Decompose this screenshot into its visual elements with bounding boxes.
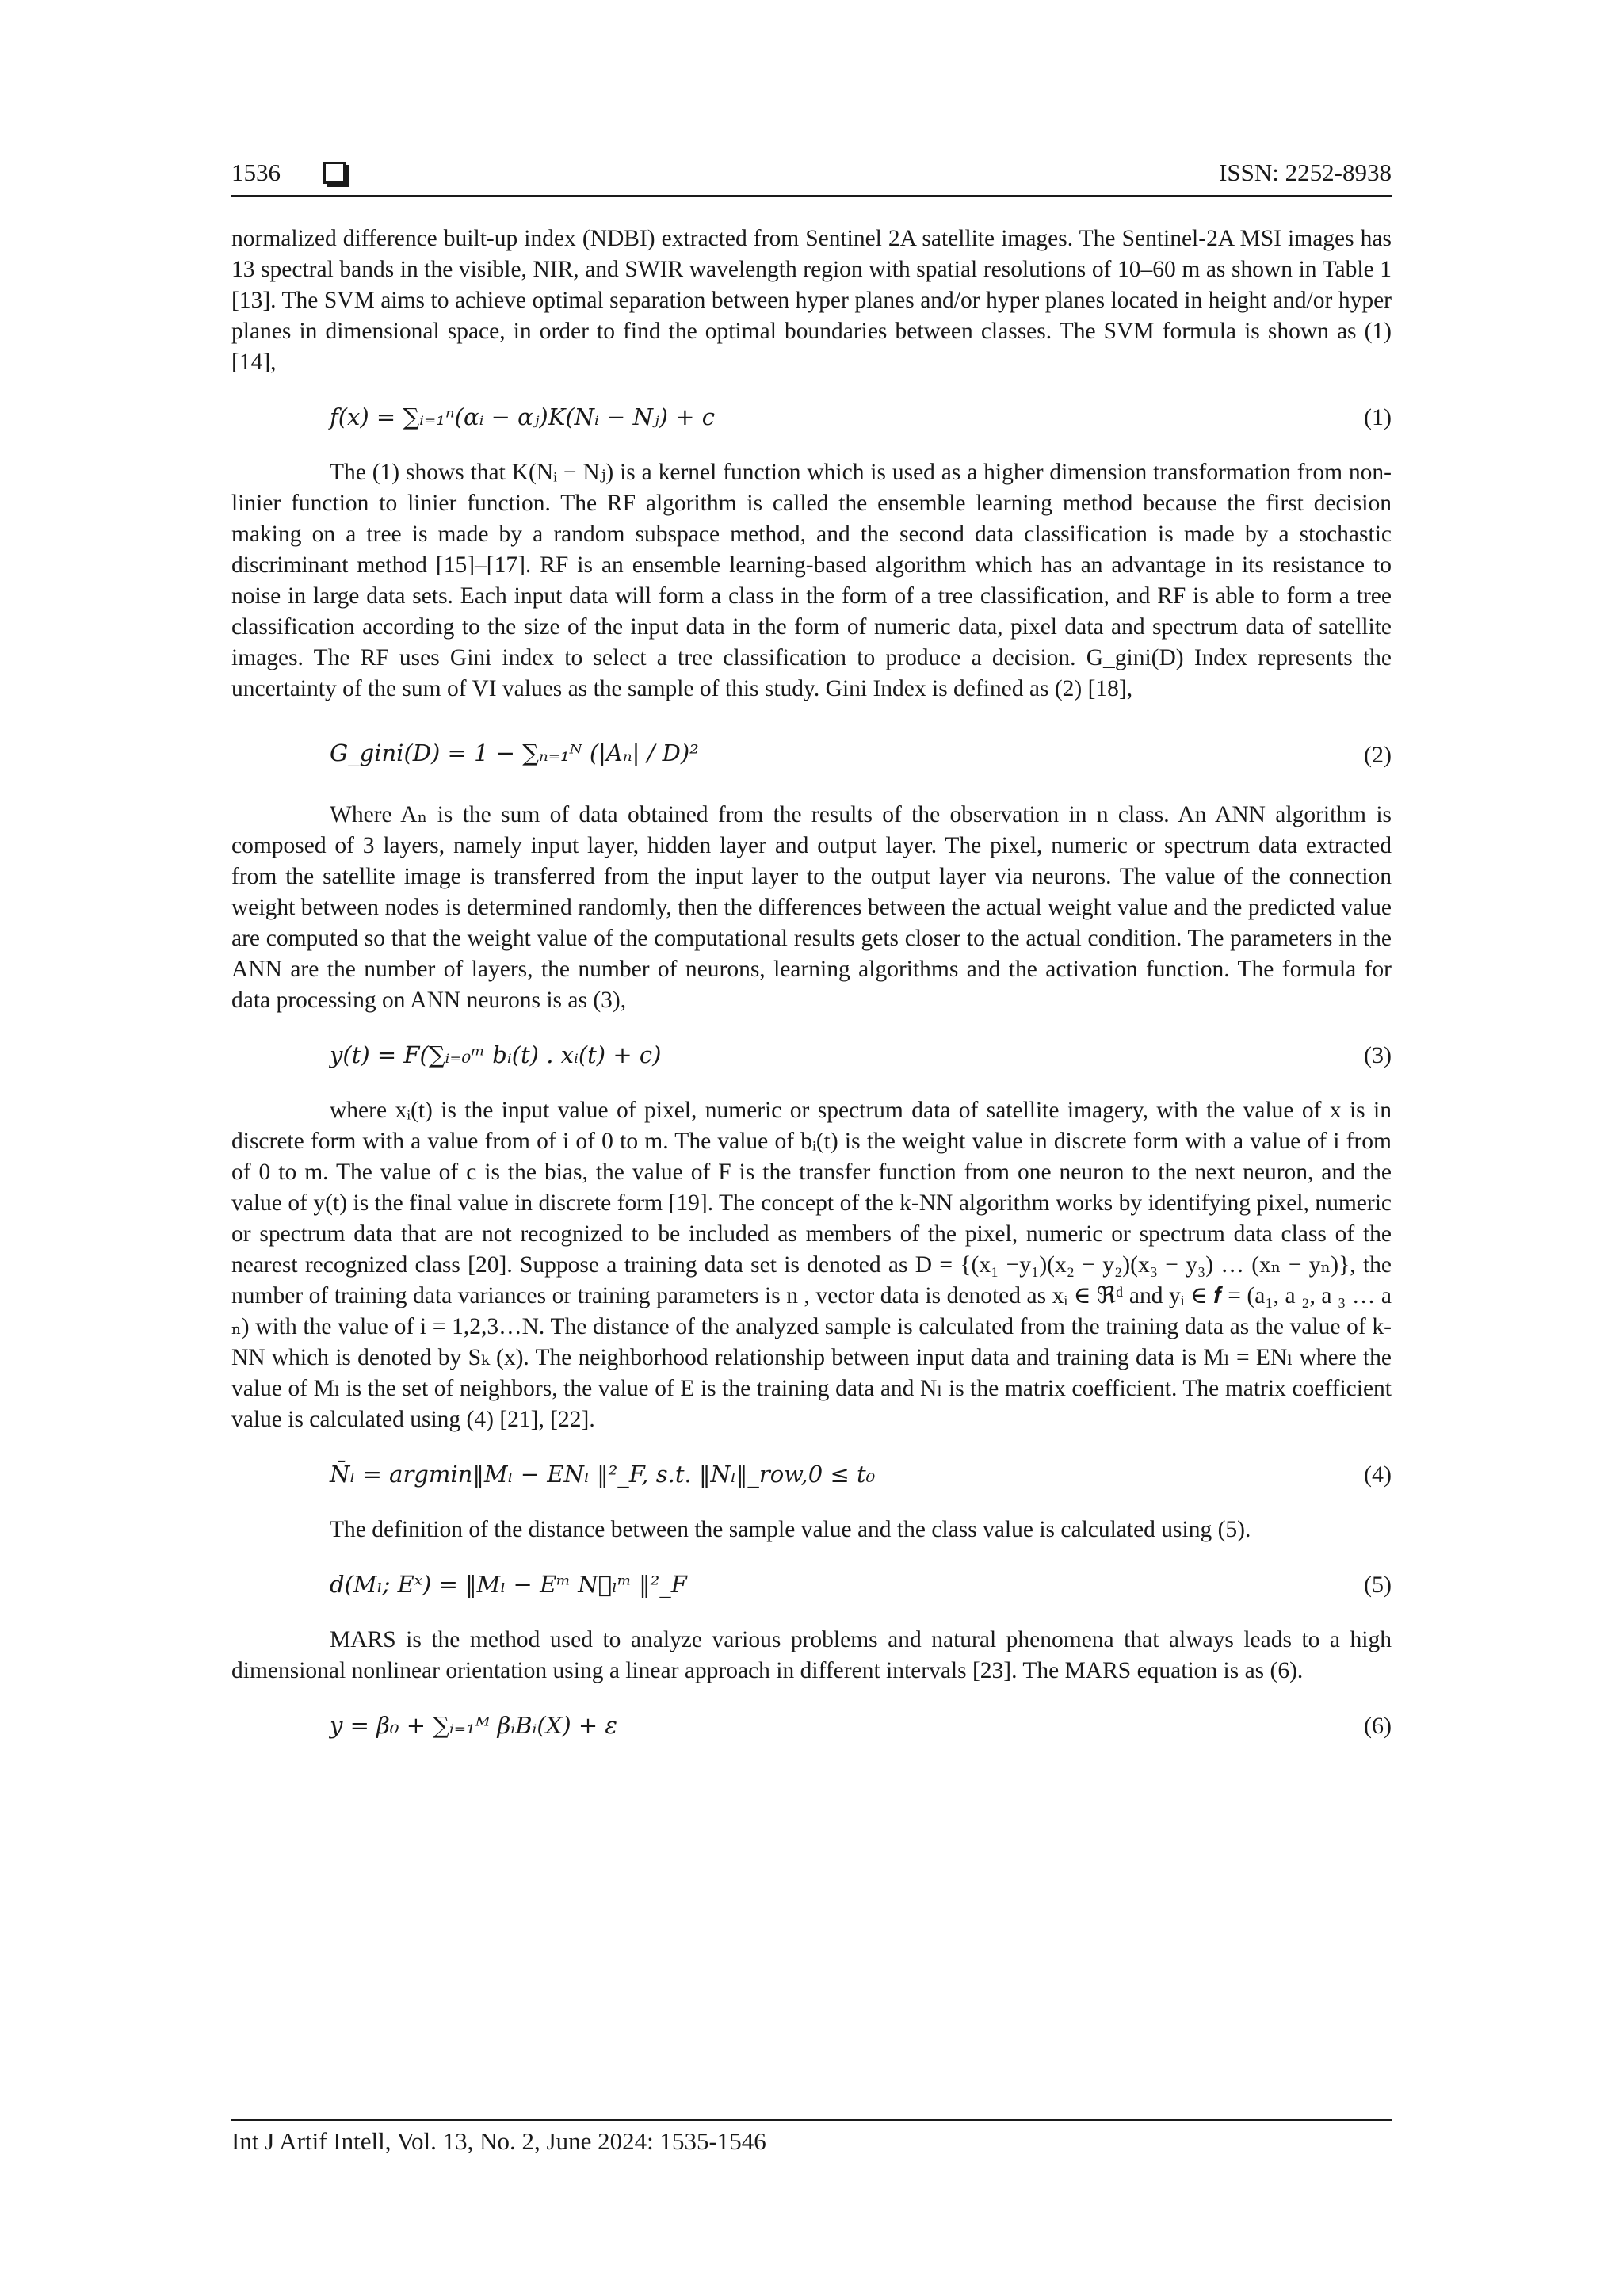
journal-citation: Int J Artif Intell, Vol. 13, No. 2, June 2024: 1535-1546 bbox=[231, 2127, 766, 2155]
paragraph-2: The (1) shows that K(Nᵢ − Nⱼ) is a kernel function which is used as a higher dimension transformation from non-linier function to linier function. The RF algorithm is called the ensemble learning method because the first decision making on a tree is made by a random subspace method, and the second data classification is made by a stochastic discriminant method [15]–[17]. RF is an ensemble learning-based algorithm which has an advantage in its resistance to noise in large data sets. Each input data will form a class in the form of a tree classification, and RF is able to form a tree classification according to the size of the input data in the form of numeric data, pixel data and spectrum data of satellite images. The RF uses Gini index to select a tree classification to produce a decision. G_gini(D) Index represents the uncertainty of the sum of VI values as the sample of this study. Gini Index is defined as (2) [18], bbox=[231, 460, 1392, 701]
equation-1-number: (1) bbox=[1364, 404, 1392, 430]
equation-3-expr: y(t) = F(∑ᵢ₌₀ᵐ bᵢ(t) . xᵢ(t) + c) bbox=[330, 1041, 662, 1068]
equation-3 bbox=[231, 1040, 1392, 1072]
header-rule bbox=[231, 195, 1392, 197]
paragraph-1: normalized difference built-up index (NDBI) extracted from Sentinel 2A satellite images. The Sentinel-2A MSI images has 13 spectral bands in the visible, NIR, and SWIR wavelength region with spatial resolutions of 10–60 m as shown in Table 1 [13]. The SVM aims to achieve optimal separation between hyper planes and/or hyper planes located in height and/or hyper planes in dimensional space, in order to find the optimal boundaries between classes. The SVM formula is shown as (1) [14], bbox=[231, 226, 1392, 375]
equation-1-expr: f(x) = ∑ᵢ₌₁ⁿ(αᵢ − αⱼ)K(Nᵢ − Nⱼ) + c bbox=[330, 403, 715, 430]
equation-6 bbox=[231, 1710, 1392, 1742]
equation-5 bbox=[231, 1569, 1392, 1601]
equation-4-expr: N̄ₗ = argmin‖Mₗ − ENₗ ‖²_F, s.t. ‖Nₗ‖_row,0 ≤ t₀ bbox=[330, 1461, 876, 1488]
equation-5-number: (5) bbox=[1364, 1572, 1392, 1598]
equation-4 bbox=[231, 1459, 1392, 1491]
equation-6-expr: y = β₀ + ∑ᵢ₌₁ᴹ βᵢBᵢ(X) + ε bbox=[330, 1712, 617, 1739]
equation-2-expr: G_gini(D) = 1 − ∑ₙ₌₁ᴺ (|Aₙ| / D)² bbox=[330, 739, 699, 766]
equation-2 bbox=[231, 728, 1392, 776]
footer-rule bbox=[231, 2119, 1392, 2121]
running-header bbox=[231, 152, 1392, 192]
page-number: 1536 bbox=[231, 159, 281, 186]
equation-3-number: (3) bbox=[1364, 1042, 1392, 1068]
square-bullet-icon bbox=[323, 162, 346, 184]
paragraph-5: The definition of the distance between the sample value and the class value is calculated using (5). bbox=[330, 1517, 1251, 1542]
issn-label: ISSN: 2252-8938 bbox=[1219, 159, 1392, 186]
paragraph-3: Where Aₙ is the sum of data obtained from the results of the observation in n class. An ANN algorithm is composed of 3 layers, namely input layer, hidden layer and output layer. The pixel, numeric or spectrum data extracted from the satellite image is transferred from the input layer to the output layer via neurons. The value of the connection weight between nodes is determined randomly, then the differences between the actual weight value and the predicted value are computed so that the weight value of the computational results gets closer to the actual condition. The parameters in the ANN are the number of layers, the number of neurons, learning algorithms and the activation function. The formula for data processing on ANN neurons is as (3), bbox=[231, 802, 1392, 1013]
equation-5-expr: d(Mₗ; Eˣ) = ‖Mₗ − Eᵐ N⃖ₗᵐ ‖²_F bbox=[330, 1571, 687, 1598]
equation-2-number: (2) bbox=[1364, 742, 1392, 768]
paragraph-6: MARS is the method used to analyze various problems and natural phenomena that always leads to a high dimensional nonlinear orientation using a linear approach in different intervals [23]. The MARS equation is as (6). bbox=[231, 1627, 1392, 1683]
paragraph-4: where xᵢ(t) is the input value of pixel, numeric or spectrum data of satellite imagery, with the value of x is in discrete form with a value from of i of 0 to m. The value of bᵢ(t) is the weight value in discrete form with a value of i from of 0 to m. The value of c is the bias, the value of F is the transfer function from one neuron to the next neuron, and the value of y(t) is the final value in discrete form [19]. The concept of the k-NN algorithm works by identifying pixel, numeric or spectrum data that are not recognized to be included as members of the pixel, numeric or spectrum data class of the nearest recognized class [20]. Suppose a training data set is denoted as D = {(x₁ −y₁)(x₂ − y₂)(x₃ − y₃) … (xₙ − yₙ)}, the number of training data variances or training parameters is n , vector data is denoted as xᵢ ∈ ℜᵈ and yᵢ ∈ 𝒇 = (a₁, a ₂, a ₃ … a ₙ) with the value of i = 1,2,3…N. The distance of the analyzed sample is calculated from the training data as the value of k-NN which is denoted by Sₖ (x). The neighborhood relationship between input data and training data is Mₗ = ENₗ where the value of Mₗ is the set of neighbors, the value of E is the training data and Nₗ is the matrix coefficient. The matrix coefficient value is calculated using (4) [21], [22]. bbox=[231, 1098, 1392, 1432]
article-body bbox=[231, 223, 1392, 1766]
equation-6-number: (6) bbox=[1364, 1713, 1392, 1739]
equation-4-number: (4) bbox=[1364, 1461, 1392, 1488]
equation-1 bbox=[231, 402, 1392, 434]
